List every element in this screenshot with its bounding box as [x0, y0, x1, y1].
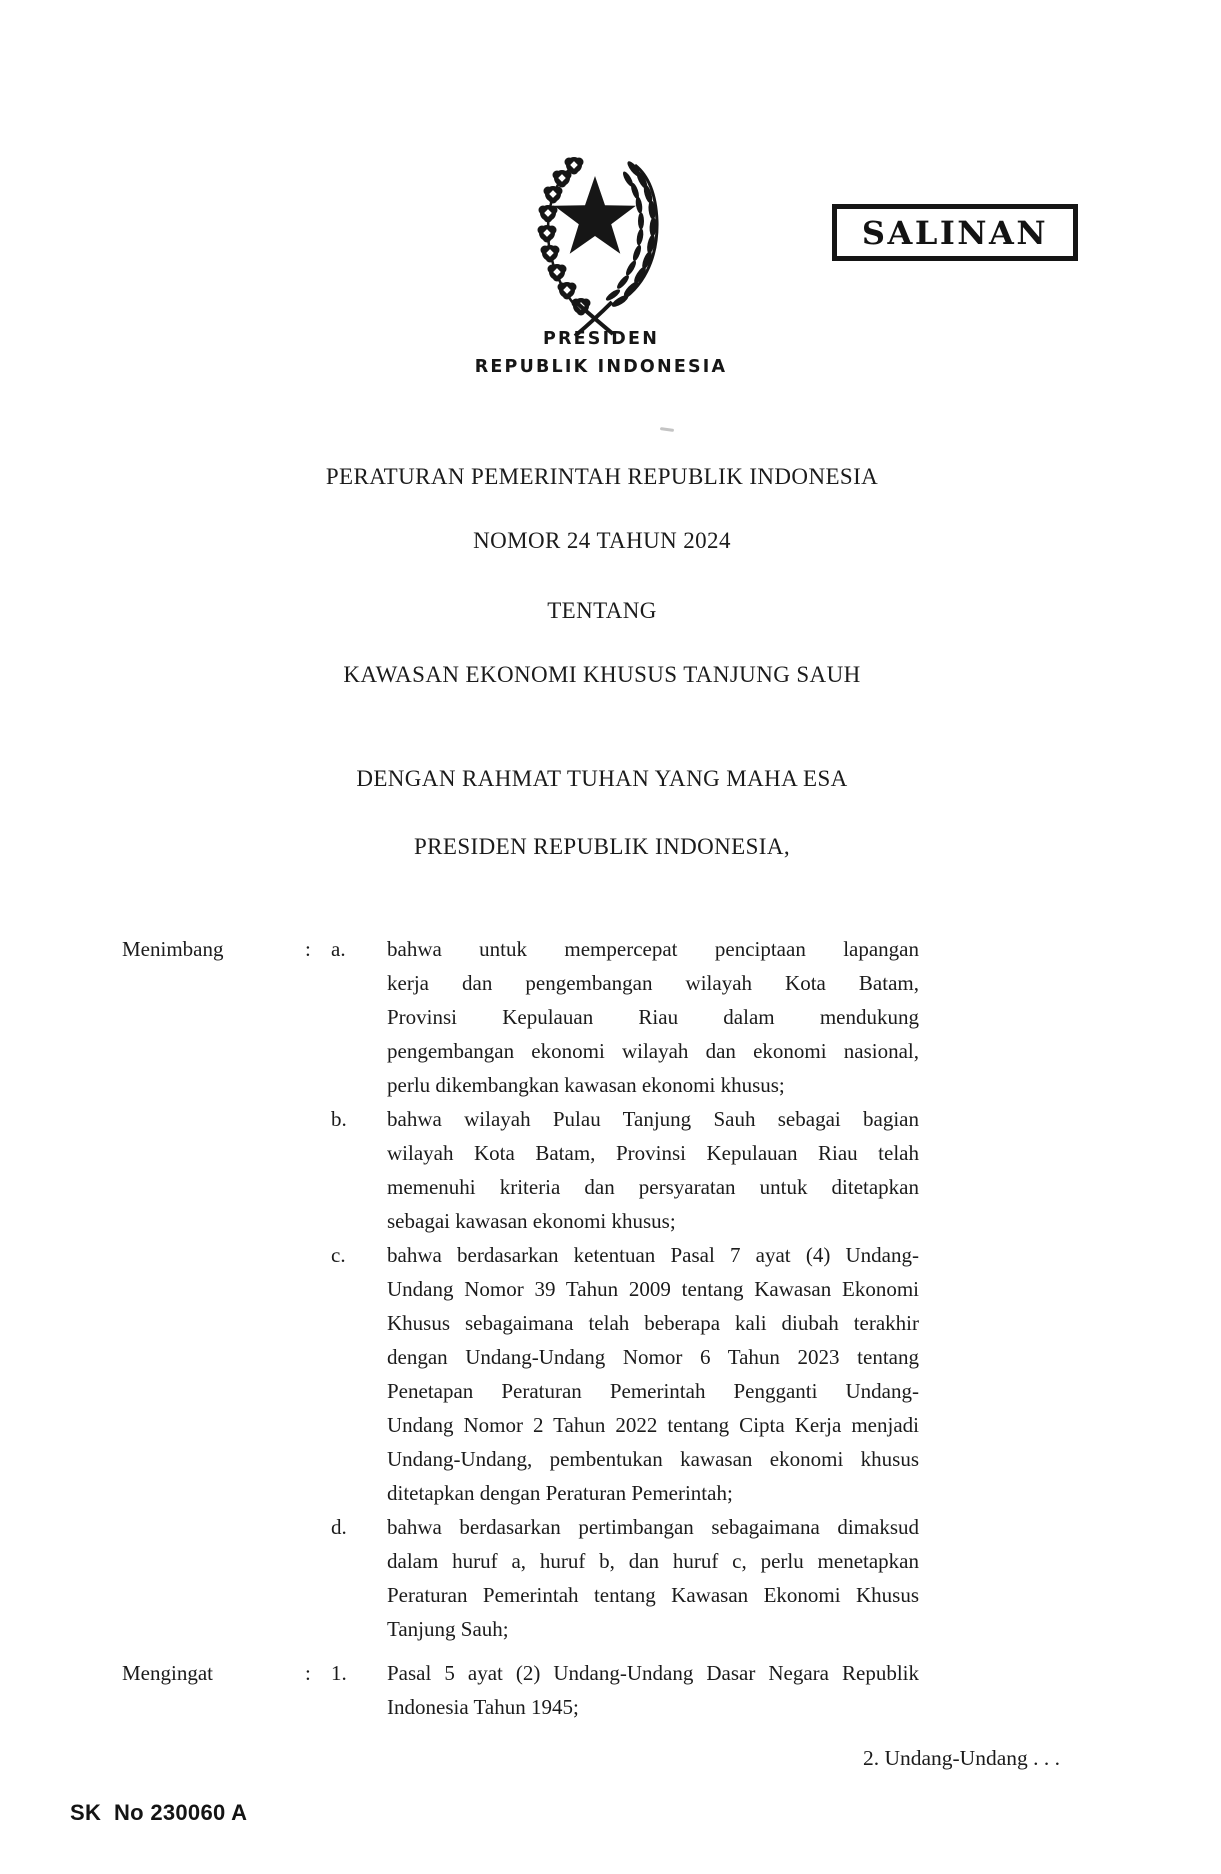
text-line: memenuhi kriteria dan persyaratan untuk ditetapkan: [387, 1175, 919, 1199]
text-line: ditetapkan dengan Peraturan Pemerintah;: [387, 1481, 733, 1505]
text-line: Penetapan Peraturan Pemerintah Pengganti Undang-: [387, 1379, 919, 1403]
text-line: bahwa berdasarkan pertimbangan sebagaimana dimaksud: [387, 1515, 919, 1539]
item-a-text: [387, 932, 919, 1102]
text-line: Khusus sebagaimana telah beberapa kali diubah terakhir: [387, 1311, 919, 1335]
text-line: dalam huruf a, huruf b, dan huruf c, perlu menetapkan: [387, 1549, 919, 1573]
spacer-cell: [122, 1510, 305, 1646]
salinan-stamp: [832, 204, 1078, 261]
item-b-marker: b.: [331, 1107, 347, 1131]
considering-section: [0, 932, 1221, 1646]
text-line: Undang Nomor 39 Tahun 2009 tentang Kawasan Ekonomi: [387, 1277, 919, 1301]
item-a-marker: a.: [331, 937, 346, 961]
title-line-1: PERATURAN PEMERINTAH REPUBLIK INDONESIA: [325, 464, 879, 489]
preamble-line-1: DENGAN RAHMAT TUHAN YANG MAHA ESA: [356, 766, 848, 791]
recalling-colon: :: [305, 1661, 311, 1685]
scan-artifact: [660, 427, 674, 432]
text-line: Provinsi Kepulauan Riau dalam mendukung: [387, 1005, 919, 1029]
item-b-text: [387, 1102, 919, 1238]
text-line: perlu dikembangkan kawasan ekonomi khusus;: [387, 1073, 785, 1097]
considering-label: Menimbang: [122, 937, 224, 961]
spacer-cell: [305, 1238, 331, 1510]
salinan-stamp-label: SALINAN: [861, 213, 1049, 252]
letterhead-republik-indonesia: REPUBLIK INDONESIA: [474, 357, 728, 377]
item-c-text: [387, 1238, 919, 1510]
star-icon: [554, 176, 636, 254]
text-line: kerja dan pengembangan wilayah Kota Batam,: [387, 971, 919, 995]
recalling-label: Mengingat: [122, 1661, 213, 1685]
spacer-cell: [305, 1510, 331, 1646]
presidential-seal: [508, 138, 683, 340]
text-line: Indonesia Tahun 1945;: [387, 1695, 579, 1719]
text-line: Undang Nomor 2 Tahun 2022 tentang Cipta Kerja menjadi: [387, 1413, 919, 1437]
letterhead: [445, 325, 757, 381]
catchword: 2. Undang-Undang . . .: [862, 1746, 1060, 1770]
text-line: Tanjung Sauh;: [387, 1617, 509, 1641]
text-line: bahwa untuk mempercepat penciptaan lapangan: [387, 937, 919, 961]
preamble-body: [0, 932, 1221, 1724]
text-line: pengembangan ekonomi wilayah dan ekonomi nasional,: [387, 1039, 919, 1063]
star-wreath-emblem-icon: [508, 138, 683, 340]
text-line: wilayah Kota Batam, Provinsi Kepulauan Riau telah: [387, 1141, 919, 1165]
title-line-2: NOMOR 24 TAHUN 2024: [473, 528, 731, 553]
item-c-marker: c.: [331, 1243, 346, 1267]
text-line: dengan Undang-Undang Nomor 6 Tahun 2023 tentang: [387, 1345, 919, 1369]
item-1-text: [387, 1656, 919, 1724]
spacer-cell: [122, 1102, 305, 1238]
item-d-marker: d.: [331, 1515, 347, 1539]
letterhead-presiden: PRESIDEN: [542, 329, 660, 349]
text-line: Peraturan Pemerintah tentang Kawasan Ekonomi Khusus: [387, 1583, 919, 1607]
text-line: Undang-Undang, pembentukan kawasan ekonomi khusus: [387, 1447, 919, 1471]
preamble-line-2: PRESIDEN REPUBLIK INDONESIA,: [413, 834, 790, 859]
title-line-4: KAWASAN EKONOMI KHUSUS TANJUNG SAUH: [343, 662, 861, 687]
title-line-3: TENTANG: [547, 598, 657, 623]
recalling-section: [0, 1656, 1221, 1724]
document-code: SK No 230060 A: [70, 1800, 248, 1825]
item-1-marker: 1.: [331, 1661, 347, 1685]
considering-colon: :: [305, 937, 311, 961]
item-d-text: [387, 1510, 919, 1646]
text-line: bahwa berdasarkan ketentuan Pasal 7 ayat (4) Undang-: [387, 1243, 919, 1267]
spacer-cell: [305, 1102, 331, 1238]
spacer-cell: [122, 1238, 305, 1510]
text-line: Pasal 5 ayat (2) Undang-Undang Dasar Negara Republik: [387, 1661, 919, 1685]
text-line: sebagai kawasan ekonomi khusus;: [387, 1209, 676, 1233]
text-line: bahwa wilayah Pulau Tanjung Sauh sebagai bagian: [387, 1107, 919, 1131]
